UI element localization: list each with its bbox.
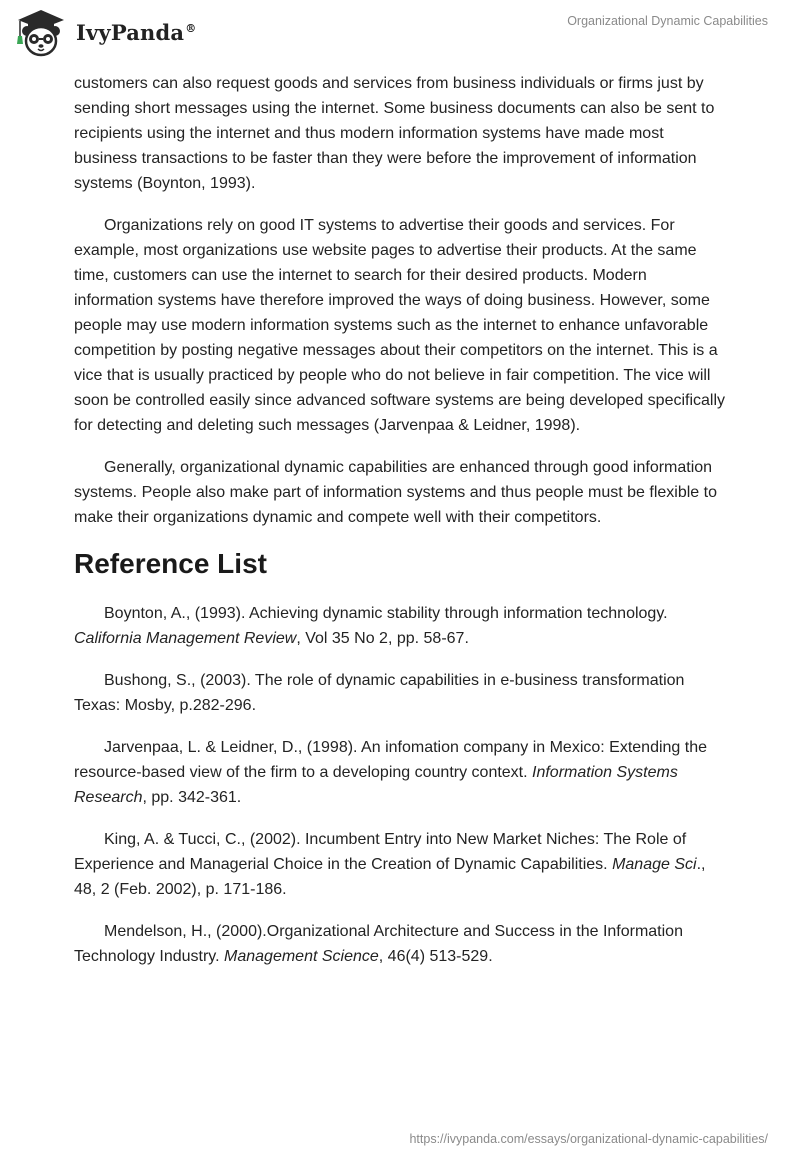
reference-item <box>74 919 730 969</box>
reference-text: Boynton, A., (1993). Achieving dynamic stability through information technology. <box>104 605 668 622</box>
logo-registered-mark: ® <box>185 21 197 35</box>
reference-details: ., 48, 2 (Feb. 2002), p. 171-186. <box>74 856 706 898</box>
source-url[interactable]: https://ivypanda.com/essays/organizational-dynamic-capabilities/ <box>409 1132 768 1146</box>
page-header <box>0 0 800 64</box>
logo-wordmark <box>76 20 196 45</box>
reference-item <box>74 827 730 902</box>
reference-text: Mendelson, H., (2000).Organizational Architecture and Success in the Information Technology Industry. <box>74 923 683 965</box>
reference-list-heading: Reference List <box>74 548 267 579</box>
panda-graduate-icon <box>14 6 68 58</box>
reference-text: Jarvenpaa, L. & Leidner, D., (1998). An infomation company in Mexico: Extending the resource-based view of the firm to a developing country context. <box>74 739 708 781</box>
body-paragraph: customers can also request goods and services from business individuals or firms just by sending short messages using the internet. Some business documents can also be sent to recipients using the internet and thus modern information systems have made most business transactions to be faster than they were before the improvement of information systems (Boynton, 1993). <box>74 75 715 192</box>
reference-source: Management Science <box>224 948 379 965</box>
body-paragraph: Generally, organizational dynamic capabilities are enhanced through good information systems. People also make part of information systems and thus people must be flexible to make their organizations dynamic and compete well with their competitors. <box>74 459 717 526</box>
reference-text: Bushong, S., (2003). The role of dynamic capabilities in e-business transformation Texas: Mosby, p.282-296. <box>74 672 685 714</box>
logo-name: IvyPanda <box>76 19 185 45</box>
reference-source: California Management Review <box>74 630 297 647</box>
reference-item <box>74 601 730 651</box>
ivypanda-logo[interactable] <box>14 6 196 58</box>
body-paragraph: Organizations rely on good IT systems to advertise their goods and services. For example, most organizations use website pages to advertise their products. At the same time, customers can use the internet to search for their desired products. Modern information systems have therefore improved the ways of doing business. However, some people may use modern information systems such as the internet to enhance unfavorable competition by posting negative messages about their competitors on the internet. This is a vice that is usually practiced by people who do not believe in fair competition. The vice will soon be controlled easily since advanced software systems are being developed specifically for detecting and deleting such messages (Jarvenpaa & Leidner, 1998). <box>74 217 726 434</box>
reference-item <box>74 735 730 810</box>
reference-source: Information Systems Research <box>74 764 678 806</box>
reference-details: , Vol 35 No 2, pp. 58-67. <box>296 630 469 647</box>
reference-text: King, A. & Tucci, C., (2002). Incumbent Entry into New Market Niches: The Role of Experience and Managerial Choice in the Creation of Dynamic Capabilities. <box>74 831 687 873</box>
reference-details: , 46(4) 513-529. <box>378 948 493 965</box>
essay-content <box>74 71 730 986</box>
reference-details: , pp. 342-361. <box>142 789 242 806</box>
reference-item <box>74 668 730 718</box>
reference-source: Manage Sci <box>612 856 697 873</box>
document-title: Organizational Dynamic Capabilities <box>567 14 768 28</box>
